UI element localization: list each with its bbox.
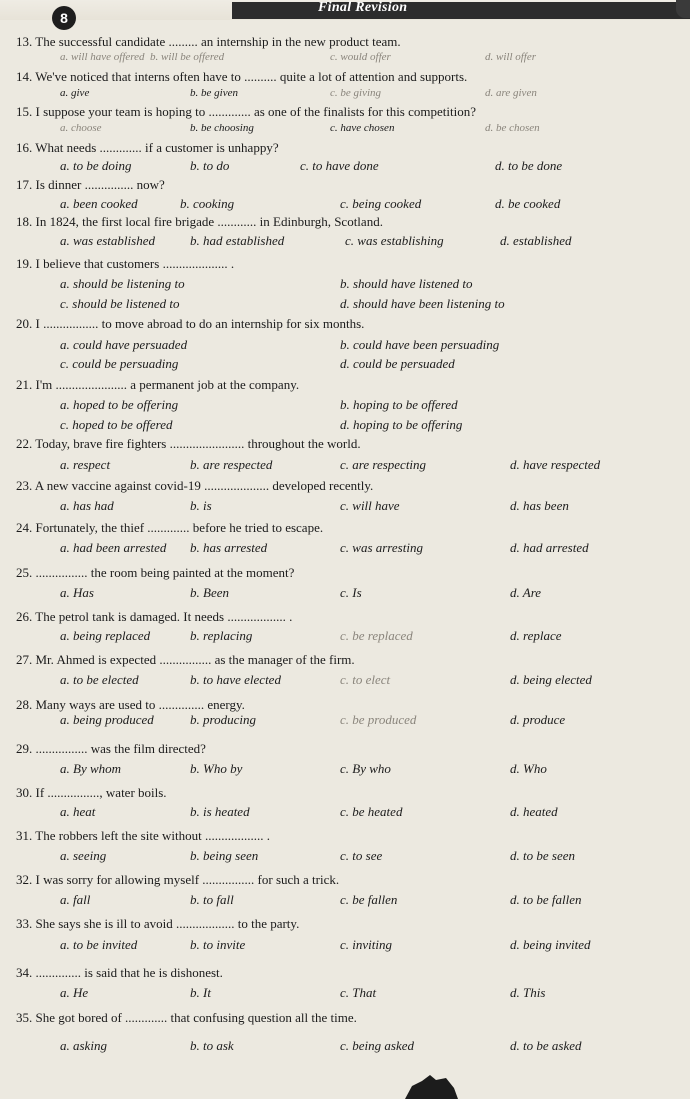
question-text: 14. We've noticed that interns often have to .......... quite a lot of attention and supports. [16, 69, 468, 84]
answer-option[interactable]: b. is heated [190, 804, 250, 819]
answer-option[interactable]: d. should have been listening to [340, 296, 505, 311]
answer-option[interactable]: b. producing [190, 712, 256, 727]
answer-option[interactable]: c. will have [340, 498, 400, 513]
question-text: 30. If ................, water boils. [16, 785, 167, 800]
answer-option[interactable]: c. That [340, 985, 377, 1000]
answer-option[interactable]: c. be replaced [340, 628, 413, 643]
question-text: 15. I suppose your team is hoping to ............. as one of the finalists for this competition? [16, 104, 476, 119]
answer-option[interactable]: b. to have elected [190, 672, 281, 687]
answer-option[interactable]: a. give [60, 87, 90, 99]
answer-option[interactable]: b. to ask [190, 1038, 234, 1053]
corner-decoration [676, 0, 690, 18]
answer-option[interactable]: d. being elected [510, 672, 592, 687]
question-text: 23. A new vaccine against covid-19 .................... developed recently. [16, 478, 374, 493]
answer-option[interactable]: a. had been arrested [60, 540, 167, 555]
question-text: 32. I was sorry for allowing myself ................ for such a trick. [16, 872, 340, 887]
answer-option[interactable]: d. could be persuaded [340, 356, 455, 371]
question-text: 17. Is dinner ............... now? [16, 177, 165, 192]
answer-option[interactable]: c. should be listened to [60, 296, 180, 311]
answer-option[interactable]: d. to be seen [510, 848, 575, 863]
answer-option[interactable]: d. This [510, 985, 546, 1000]
answer-option[interactable]: d. to be fallen [510, 892, 582, 907]
question-text: 29. ................ was the film directed? [16, 741, 206, 756]
answer-option[interactable]: d. heated [510, 804, 558, 819]
answer-option[interactable]: b. are respected [190, 457, 273, 472]
answer-option[interactable]: c. be produced [340, 712, 417, 727]
answer-option[interactable]: b. be choosing [190, 122, 254, 134]
answer-option[interactable]: d. Who [510, 761, 547, 776]
question-text: 34. .............. is said that he is dishonest. [16, 965, 223, 980]
answer-option[interactable]: a. being replaced [60, 628, 151, 643]
question-text: 24. Fortunately, the thief ............. before he tried to escape. [16, 520, 324, 535]
answer-option[interactable]: c. Is [340, 585, 362, 600]
answer-option[interactable]: a. to be invited [60, 937, 138, 952]
question-text: 19. I believe that customers .................... . [16, 256, 235, 271]
answer-option[interactable]: b. could have been persuading [340, 337, 500, 352]
answer-option[interactable]: a. choose [60, 122, 102, 134]
question-text: 18. In 1824, the first local fire brigade ............ in Edinburgh, Scotland. [16, 214, 383, 229]
question-text: 22. Today, brave fire fighters ....................... throughout the world. [16, 436, 361, 451]
answer-option[interactable]: b. to fall [190, 892, 234, 907]
question-text: 20. I ................. to move abroad to do an internship for six months. [16, 316, 365, 331]
answer-option[interactable]: c. to elect [340, 672, 391, 687]
answer-option[interactable]: c. to see [340, 848, 383, 863]
answer-option[interactable]: b. had established [190, 233, 285, 248]
answer-option[interactable]: b. replacing [190, 628, 253, 643]
answer-option[interactable]: c. be heated [340, 804, 403, 819]
answer-option[interactable]: a. fall [60, 892, 91, 907]
question-text: 33. She says she is ill to avoid .................. to the party. [16, 916, 300, 931]
answer-option[interactable]: b. be given [190, 87, 238, 99]
answer-option[interactable]: b. to do [190, 158, 230, 173]
answer-option[interactable]: a. will have offered [60, 51, 145, 63]
page-number-badge: 8 [52, 6, 76, 30]
answer-option[interactable]: d. be cooked [495, 196, 561, 211]
answer-option[interactable]: c. was establishing [345, 233, 444, 248]
answer-option[interactable]: d. established [500, 233, 572, 248]
answer-option[interactable]: b. being seen [190, 848, 259, 863]
answer-option[interactable]: a. could have persuaded [60, 337, 188, 352]
answer-option[interactable]: a. He [60, 985, 89, 1000]
answer-option[interactable]: a. respect [60, 457, 111, 472]
question-text: 26. The petrol tank is damaged. It needs .................. . [16, 609, 293, 624]
answer-option[interactable]: d. being invited [510, 937, 591, 952]
answer-option[interactable]: d. are given [485, 87, 537, 99]
question-text: 16. What needs ............. if a customer is unhappy? [16, 140, 279, 155]
answer-option[interactable]: d. produce [510, 712, 566, 727]
answer-option[interactable]: d. Are [510, 585, 542, 600]
answer-option[interactable]: c. have chosen [330, 122, 395, 134]
answer-option[interactable]: a. hoped to be offering [60, 397, 179, 412]
answer-option[interactable]: d. has been [510, 498, 569, 513]
answer-option[interactable]: d. to be asked [510, 1038, 582, 1053]
answer-option[interactable]: a. being produced [60, 712, 154, 727]
question-text: 31. The robbers left the site without .................. . [16, 828, 270, 843]
answer-option[interactable]: c. By who [340, 761, 391, 776]
answer-option[interactable]: a. By whom [60, 761, 122, 776]
page-title: Final Revision [318, 0, 408, 15]
answer-option[interactable]: d. be chosen [485, 122, 540, 134]
answer-option[interactable]: c. could be persuading [60, 356, 179, 371]
answer-option[interactable]: c. being asked [340, 1038, 415, 1053]
answer-option[interactable]: a. should be listening to [60, 276, 185, 291]
decorative-brush-icon [400, 1072, 460, 1099]
answer-option[interactable]: a. has had [60, 498, 114, 513]
title-band [232, 2, 690, 19]
answer-option[interactable]: c. hoped to be offered [60, 417, 173, 432]
answer-option[interactable]: c. be giving [330, 87, 382, 99]
answer-option[interactable]: d. have respected [510, 457, 601, 472]
answer-option[interactable]: d. hoping to be offering [340, 417, 463, 432]
answer-option[interactable]: b. cooking [180, 196, 235, 211]
answer-option[interactable]: b. should have listened to [340, 276, 473, 291]
answer-option[interactable]: c. to have done [300, 158, 379, 173]
answer-option[interactable]: d. to be done [495, 158, 563, 173]
question-text: 25. ................ the room being painted at the moment? [16, 565, 295, 580]
answer-option[interactable]: a. to be elected [60, 672, 139, 687]
answer-option[interactable]: c. being cooked [340, 196, 422, 211]
answer-option[interactable]: c. inviting [340, 937, 392, 952]
answer-option[interactable]: b. is [190, 498, 212, 513]
answer-option[interactable]: a. been cooked [60, 196, 138, 211]
answer-option[interactable]: b. It [190, 985, 211, 1000]
answer-option[interactable]: c. be fallen [340, 892, 398, 907]
answer-option[interactable]: b. Been [190, 585, 229, 600]
question-text: 13. The successful candidate ......... an internship in the new product team. [16, 34, 401, 49]
answer-option[interactable]: a. asking [60, 1038, 107, 1053]
answer-option[interactable]: a. to be doing [60, 158, 132, 173]
answer-option[interactable]: b. has arrested [190, 540, 268, 555]
answer-option[interactable]: c. are respecting [340, 457, 427, 472]
question-text: 21. I'm ...................... a permanent job at the company. [16, 377, 300, 392]
answer-option[interactable]: b. to invite [190, 937, 246, 952]
answer-option[interactable]: c. was arresting [340, 540, 423, 555]
answer-option[interactable]: a. seeing [60, 848, 107, 863]
question-text: 28. Many ways are used to .............. energy. [16, 697, 245, 712]
answer-option[interactable]: b. hoping to be offered [340, 397, 458, 412]
answer-option[interactable]: a. Has [60, 585, 94, 600]
answer-option[interactable]: b. will be offered [150, 51, 225, 63]
question-text: 35. She got bored of ............. that confusing question all the time. [16, 1010, 357, 1025]
answer-option[interactable]: a. heat [60, 804, 96, 819]
answer-option[interactable]: d. will offer [485, 51, 537, 63]
question-text: 27. Mr. Ahmed is expected ................ as the manager of the firm. [16, 652, 355, 667]
answer-option[interactable]: c. would offer [330, 51, 391, 63]
answer-option[interactable]: a. was established [60, 233, 155, 248]
answer-option[interactable]: d. replace [510, 628, 562, 643]
answer-option[interactable]: b. Who by [190, 761, 243, 776]
answer-option[interactable]: d. had arrested [510, 540, 589, 555]
